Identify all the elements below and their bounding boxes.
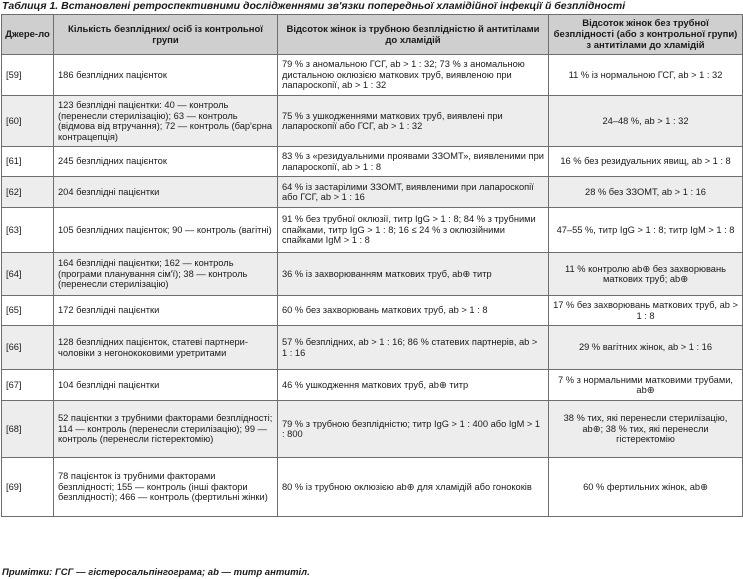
cell-ref: [62] <box>2 177 54 208</box>
cell-nontubal: 16 % без резидуальних явищ, ab > 1 : 8 <box>549 147 743 177</box>
cell-count: 164 безплідні пацієнтки; 162 — контроль (програми планування сім'ї); 38 — контроль (перенесли стерилізацію) <box>54 253 278 296</box>
cell-count: 204 безплідні пацієнтки <box>54 177 278 208</box>
cell-tubal: 46 % ушкодження маткових труб, ab⊕ титр <box>278 370 549 401</box>
table-row <box>2 55 743 96</box>
cell-nontubal: 7 % з нормальними матковими трубами, ab⊕ <box>549 370 743 401</box>
header-nontubal: Відсоток жінок без трубної безплідності (або з контрольної групи) з антитілами до хламідій <box>549 15 743 55</box>
table-row <box>2 147 743 177</box>
cell-count: 78 пацієнток із трубними факторами безплідності; 155 — контроль (інші фактори безплідності); 466 — контроль (фертильні жінки) <box>54 458 278 517</box>
cell-count: 245 безплідних пацієнток <box>54 147 278 177</box>
cell-count: 128 безплідних пацієнток, статеві партнери-чоловіки з негонококовими уретритами <box>54 326 278 370</box>
cell-count: 52 пацієнтки з трубними факторами безплідності; 114 — контроль (перенесли стерилізацію); 99 — контроль (перенесли гістеректомію) <box>54 401 278 458</box>
table-caption: Таблиця 1. Встановлені ретроспективними дослідженнями зв'язки попередньої хламідійної інфекції й безплідності <box>2 0 626 12</box>
cell-count: 105 безплідних пацієнток; 90 — контроль (вагітні) <box>54 208 278 253</box>
cell-ref: [68] <box>2 401 54 458</box>
cell-nontubal: 11 % контролю ab⊕ без захворювань маткових труб; ab⊕ <box>549 253 743 296</box>
cell-ref: [65] <box>2 296 54 326</box>
cell-count: 172 безплідні пацієнтки <box>54 296 278 326</box>
cell-nontubal: 24–48 %, ab > 1 : 32 <box>549 96 743 147</box>
cell-nontubal: 11 % із нормальною ГСГ, ab > 1 : 32 <box>549 55 743 96</box>
table-row <box>2 458 743 517</box>
cell-tubal: 60 % без захворювань маткових труб, ab > 1 : 8 <box>278 296 549 326</box>
cell-tubal: 36 % із захворюванням маткових труб, ab⊕ титр <box>278 253 549 296</box>
cell-nontubal: 17 % без захворювань маткових труб, ab > 1 : 8 <box>549 296 743 326</box>
cell-count: 104 безплідні пацієнтки <box>54 370 278 401</box>
cell-tubal: 79 % з аномальною ГСГ, ab > 1 : 32; 73 % з аномальною дистальною оклюзією маткових труб, виявленою при лапароскопії, ab > 1 : 32 <box>278 55 549 96</box>
header-row <box>2 15 743 55</box>
table-row <box>2 253 743 296</box>
cell-nontubal: 28 % без ЗЗОМТ, ab > 1 : 16 <box>549 177 743 208</box>
cell-ref: [69] <box>2 458 54 517</box>
table-row <box>2 296 743 326</box>
table-row <box>2 370 743 401</box>
cell-ref: [59] <box>2 55 54 96</box>
cell-count: 186 безплідних пацієнток <box>54 55 278 96</box>
cell-count: 123 безплідні пацієнтки: 40 — контроль (перенесли стерилізацію); 63 — контроль (відмова від втручання); 72 — контроль (бар'єрна контрацепція) <box>54 96 278 147</box>
data-table <box>1 14 743 517</box>
cell-ref: [66] <box>2 326 54 370</box>
table-row <box>2 208 743 253</box>
cell-ref: [60] <box>2 96 54 147</box>
cell-ref: [64] <box>2 253 54 296</box>
cell-ref: [61] <box>2 147 54 177</box>
table-row <box>2 401 743 458</box>
table-row <box>2 177 743 208</box>
cell-tubal: 79 % з трубною безплідністю; титр IgG > 1 : 400 або IgM > 1 : 800 <box>278 401 549 458</box>
cell-ref: [67] <box>2 370 54 401</box>
header-source: Джере-ло <box>2 15 54 55</box>
table-row <box>2 96 743 147</box>
table-row <box>2 326 743 370</box>
cell-tubal: 57 % безплідних, ab > 1 : 16; 86 % статевих партнерів, ab > 1 : 16 <box>278 326 549 370</box>
cell-tubal: 80 % із трубною оклюзією ab⊕ для хламідій або гонококів <box>278 458 549 517</box>
cell-tubal: 91 % без трубної оклюзії, титр IgG > 1 : 8; 84 % з трубними спайками, титр IgG > 1 : 8; 16 ≤ 24 % з оклюзійними спайками IgM > 1 : 8 <box>278 208 549 253</box>
cell-ref: [63] <box>2 208 54 253</box>
cell-nontubal: 47–55 %, титр IgG > 1 : 8; титр IgM > 1 : 8 <box>549 208 743 253</box>
header-tubal: Відсоток жінок із трубною безплідністю й антитілами до хламідій <box>278 15 549 55</box>
cell-nontubal: 29 % вагітних жінок, ab > 1 : 16 <box>549 326 743 370</box>
cell-nontubal: 60 % фертильних жінок, ab⊕ <box>549 458 743 517</box>
table-note: Примітки: ГСГ — гістеросальпінгограма; ab — титр антитіл. <box>2 567 310 578</box>
cell-tubal: 83 % з «резидуальними проявами ЗЗОМТ», виявленими при лапароскопії, ab > 1 : 8 <box>278 147 549 177</box>
cell-nontubal: 38 % тих, які перенесли стерилізацію, ab⊕; 38 % тих, які перенесли гістеректомію <box>549 401 743 458</box>
cell-tubal: 75 % з ушкодженнями маткових труб, виявлені при лапароскопії або ГСГ, ab > 1 : 32 <box>278 96 549 147</box>
header-count: Кількість безплідних/ осіб із контрольної групи <box>54 15 278 55</box>
cell-tubal: 64 % із застарілими ЗЗОМТ, виявленими при лапароскопії або ГСГ, ab > 1 : 16 <box>278 177 549 208</box>
